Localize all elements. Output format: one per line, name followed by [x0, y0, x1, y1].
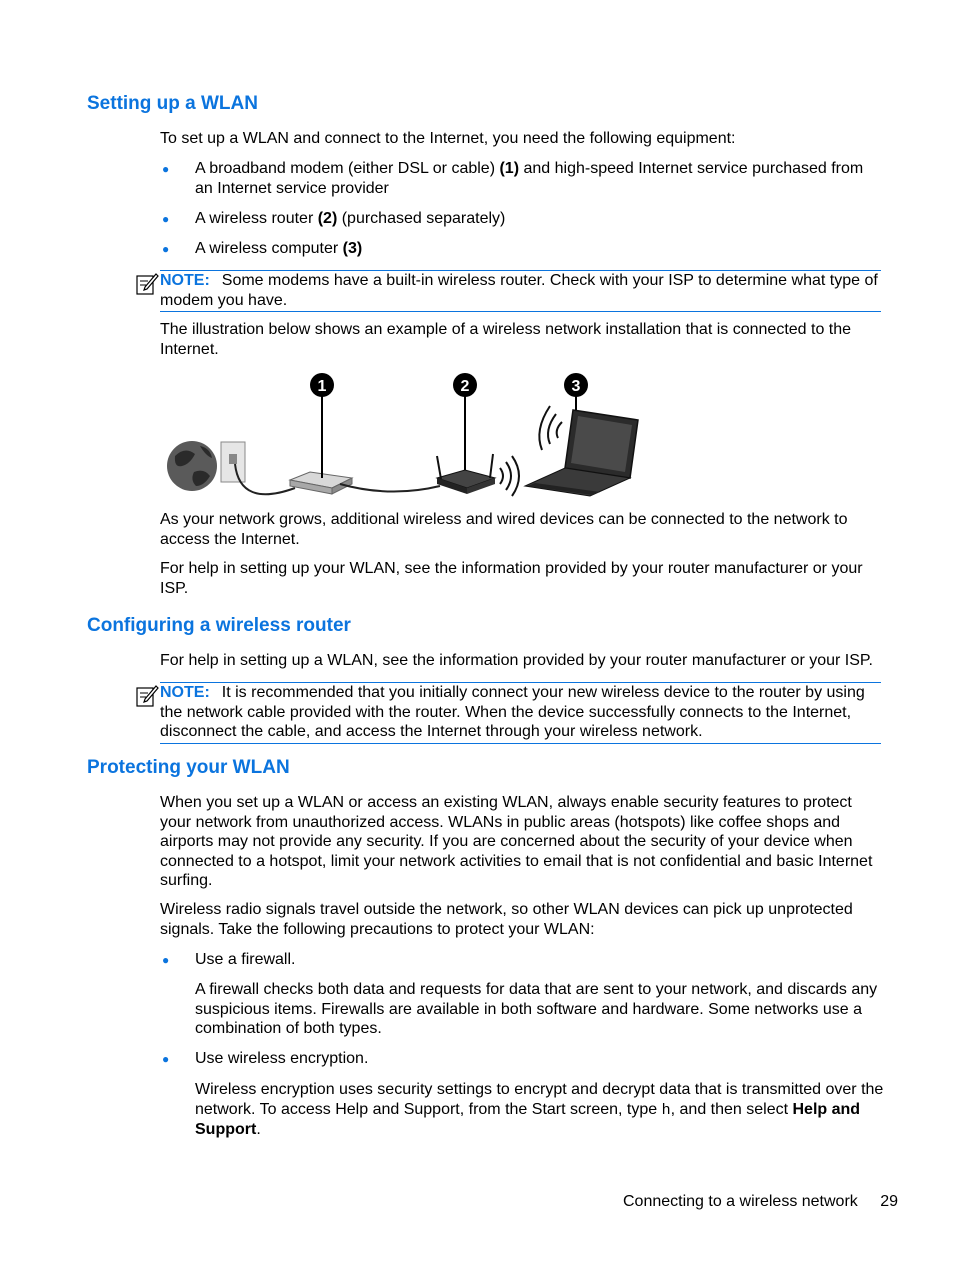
precaution-firewall: Use a firewall. — [195, 951, 296, 968]
laptop-wifi-waves-icon — [539, 406, 562, 450]
globe-icon — [167, 441, 217, 491]
page-footer — [623, 1192, 898, 1212]
help-and-support-label: Help and Support — [195, 1100, 861, 1138]
page-number: 29 — [880, 1193, 899, 1210]
section-title-setting-up-wlan: Setting up a WLAN — [87, 93, 258, 114]
bullet-dot: ● — [162, 953, 170, 967]
protecting-paragraph-1: When you set up a WLAN or access an existing WLAN, always enable security features to protect your network from unauthorized access. WLANs in public areas (hotspots) like coffee shops and airports may not provide any security. If you are concerned about the security of your device when connected to a hotspot, limit your network activities to email that is not confidential and basic Internet surfing. — [160, 794, 873, 889]
note-box-builtin-router — [160, 270, 881, 312]
precaution-firewall-description: A firewall checks both data and requests for data that are sent to your network, and discards any suspicious items. Firewalls are available in both software and hardware. Some networks use a combination of both types. — [195, 981, 878, 1037]
svg-text:3: 3 — [571, 378, 581, 395]
wireless-network-illustration — [160, 368, 645, 503]
note-pencil-icon — [135, 272, 159, 296]
note-pencil-icon — [135, 684, 159, 708]
bullet-dot: ● — [162, 242, 170, 256]
typed-key: h — [661, 1101, 671, 1119]
configure-router-paragraph: For help in setting up a WLAN, see the information provided by your router manufacturer or your ISP. — [160, 652, 873, 669]
equipment-item-computer: A wireless computer (3) — [195, 240, 363, 257]
note-text: Some modems have a built-in wireless router. Check with your ISP to determine what type of modem you have. — [160, 272, 878, 309]
wall-jack-icon — [221, 442, 245, 482]
callout-2 — [453, 373, 477, 397]
intro-paragraph: To set up a WLAN and connect to the Internet, you need the following equipment: — [160, 130, 736, 147]
equipment-item-router: A wireless router (2) (purchased separately) — [195, 210, 506, 227]
bullet-dot: ● — [162, 162, 170, 176]
svg-text:2: 2 — [460, 378, 470, 395]
equipment-item-modem: A broadband modem (either DSL or cable) (1) and high-speed Internet service purchased from an Internet service provider — [195, 160, 864, 197]
footer-chapter-title: Connecting to a wireless network — [623, 1193, 858, 1210]
precaution-encryption-description: Wireless encryption uses security settings to encrypt and decrypt data that is transmitted over the network. To access Help and Support, from the Start screen, type h, and then select Help and Support. — [195, 1081, 884, 1138]
section-title-configuring-router: Configuring a wireless router — [87, 615, 351, 636]
illustration-intro: The illustration below shows an example of a wireless network installation that is connected to the Internet. — [160, 321, 852, 358]
section-title-protecting-wlan: Protecting your WLAN — [87, 757, 290, 778]
note-box-network-cable — [160, 682, 881, 744]
svg-text:1: 1 — [317, 378, 327, 395]
bullet-dot: ● — [162, 212, 170, 226]
help-setup-paragraph: For help in setting up your WLAN, see the information provided by your router manufacturer or your ISP. — [160, 560, 863, 597]
precaution-encryption: Use wireless encryption. — [195, 1050, 369, 1067]
note-text: It is recommended that you initially connect your new wireless device to the router by using the network cable provided with the router. When the device successfully connects to the Internet, disconnect the cable, and access the Internet through your wireless network. — [160, 684, 865, 740]
note-label: NOTE: — [160, 684, 210, 701]
router-wifi-waves-icon — [500, 456, 519, 496]
network-grows-paragraph: As your network grows, additional wireless and wired devices can be connected to the network to access the Internet. — [160, 511, 848, 548]
note-label: NOTE: — [160, 272, 210, 289]
protecting-paragraph-2: Wireless radio signals travel outside the network, so other WLAN devices can pick up unprotected signals. Take the following precautions to protect your WLAN: — [160, 901, 853, 938]
callout-3 — [564, 373, 588, 397]
bullet-dot: ● — [162, 1052, 170, 1066]
callout-1 — [310, 373, 334, 397]
